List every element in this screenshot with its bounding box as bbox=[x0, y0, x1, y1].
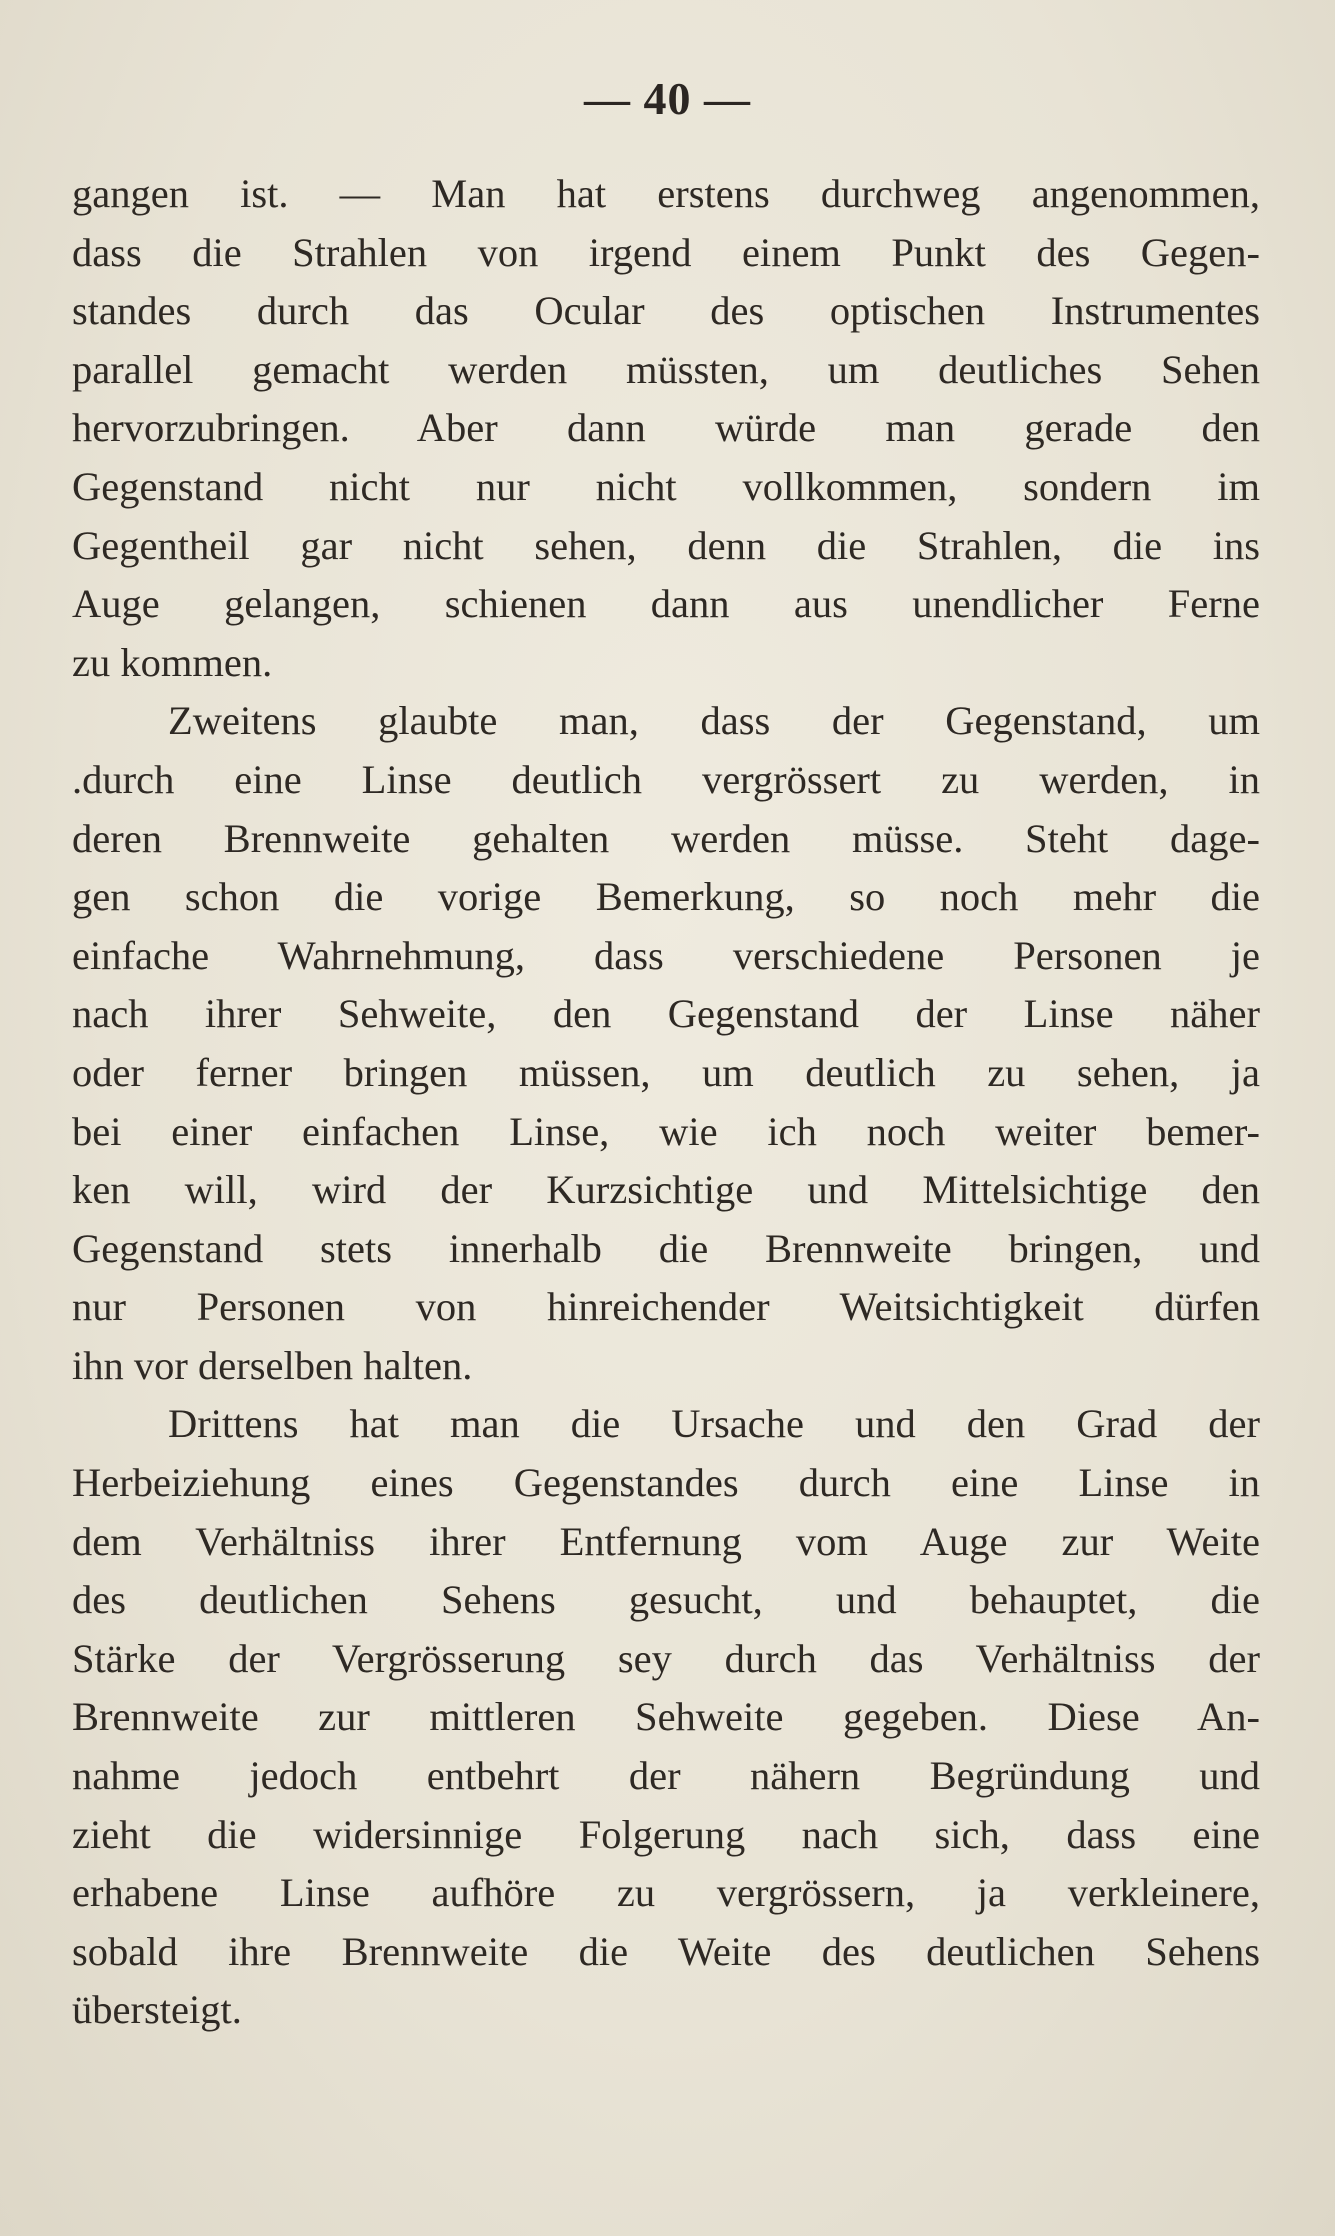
text-line: deren Brennweite gehalten werden müsse. Steht dage- bbox=[72, 815, 1260, 861]
text-line: Zweitens glaubte man, dass der Gegenstand, um bbox=[168, 698, 1260, 744]
text-line: parallel gemacht werden müssten, um deutliches Sehen bbox=[72, 346, 1260, 392]
text-line: hervorzubringen. Aber dann würde man gerade den bbox=[72, 405, 1260, 451]
text-line: ihn vor derselben halten. bbox=[72, 1342, 473, 1388]
text-line: nur Personen von hinreichender Weitsichtigkeit dürfen bbox=[72, 1284, 1260, 1330]
text-line: Drittens hat man die Ursache und den Grad der bbox=[168, 1401, 1260, 1447]
paragraph bbox=[72, 692, 1260, 1395]
body-text bbox=[72, 165, 1260, 2040]
text-line: Herbeiziehung eines Gegenstandes durch eine Linse in bbox=[72, 1460, 1260, 1506]
text-line: dass die Strahlen von irgend einem Punkt des Gegen- bbox=[72, 229, 1260, 275]
text-line: dem Verhältniss ihrer Entfernung vom Auge zur Weite bbox=[72, 1518, 1260, 1564]
text-line: Gegentheil gar nicht sehen, denn die Strahlen, die ins bbox=[72, 522, 1260, 568]
text-line: Stärke der Vergrösserung sey durch das Verhältniss der bbox=[72, 1635, 1260, 1681]
text-line: übersteigt. bbox=[72, 1987, 242, 2033]
text-line: nach ihrer Sehweite, den Gegenstand der Linse näher bbox=[72, 991, 1260, 1037]
text-line: sobald ihre Brennweite die Weite des deutlichen Sehens bbox=[72, 1928, 1260, 1974]
text-line: bei einer einfachen Linse, wie ich noch weiter bemer- bbox=[72, 1108, 1260, 1154]
text-line: des deutlichen Sehens gesucht, und behauptet, die bbox=[72, 1577, 1260, 1623]
text-line: ken will, wird der Kurzsichtige und Mittelsichtige den bbox=[72, 1167, 1260, 1213]
text-line: gen schon die vorige Bemerkung, so noch mehr die bbox=[72, 874, 1260, 920]
text-line: gangen ist. — Man hat erstens durchweg angenommen, bbox=[72, 171, 1260, 216]
text-line: standes durch das Ocular des optischen Instrumentes bbox=[72, 288, 1260, 334]
page-number: — 40 — bbox=[584, 73, 751, 124]
text-line: .durch eine Linse deutlich vergrössert zu werden, in bbox=[72, 756, 1260, 802]
text-line: oder ferner bringen müssen, um deutlich zu sehen, ja bbox=[72, 1049, 1260, 1095]
paragraph bbox=[72, 1395, 1260, 2040]
text-line: erhabene Linse aufhöre zu vergrössern, ja verkleinere, bbox=[72, 1870, 1260, 1916]
text-line: zieht die widersinnige Folgerung nach sich, dass eine bbox=[72, 1811, 1260, 1857]
text-line: nahme jedoch entbehrt der nähern Begründung und bbox=[72, 1753, 1260, 1799]
paragraph bbox=[72, 165, 1260, 692]
text-line: Brennweite zur mittleren Sehweite gegeben. Diese An- bbox=[72, 1694, 1260, 1740]
text-line: zu kommen. bbox=[72, 639, 273, 685]
text-line: Gegenstand stets innerhalb die Brennweite bringen, und bbox=[72, 1225, 1260, 1271]
text-line: einfache Wahrnehmung, dass verschiedene Personen je bbox=[72, 932, 1260, 978]
text-line: Auge gelangen, schienen dann aus unendlicher Ferne bbox=[72, 581, 1260, 627]
text-line: Gegenstand nicht nur nicht vollkommen, sondern im bbox=[72, 463, 1260, 509]
